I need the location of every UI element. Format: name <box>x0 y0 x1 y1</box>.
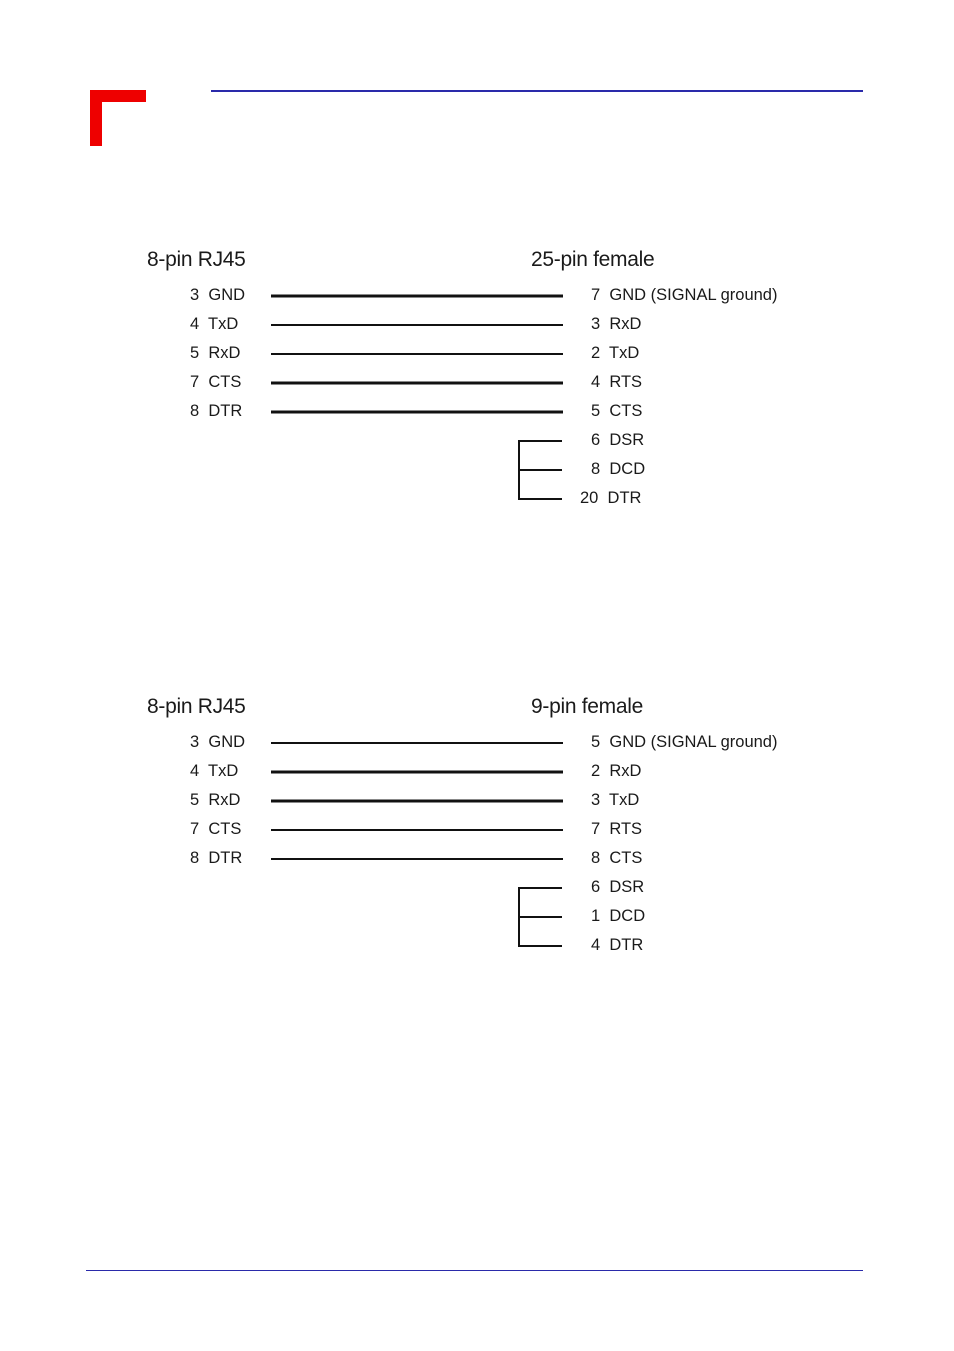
left-pin-number: 8 <box>190 849 200 867</box>
right-pin-number: 6 <box>591 431 601 449</box>
right-pin-number: 7 <box>591 820 601 838</box>
right-pin-number: 8 <box>591 460 601 478</box>
left-pin-signal: GND <box>199 286 246 304</box>
left-pin-number: 7 <box>190 373 200 391</box>
left-pin-signal: CTS <box>199 820 242 838</box>
right-pin-number: 3 <box>591 315 601 333</box>
right-pin-number: 2 <box>591 344 601 362</box>
right-pin-signal: DSR <box>600 878 645 896</box>
left-pin-number: 7 <box>190 820 200 838</box>
right-pin-signal: CTS <box>600 402 643 420</box>
wiring <box>0 248 954 538</box>
right-pin-signal: RxD <box>600 315 642 333</box>
rj45-to-9pin-diagram <box>0 695 954 985</box>
right-pin-signal: RxD <box>600 762 642 780</box>
right-pin-number: 4 <box>591 373 601 391</box>
right-pin-signal: DCD <box>600 460 646 478</box>
header-rule <box>211 90 863 92</box>
left-pin-signal: RxD <box>199 791 241 809</box>
right-pin-signal: TxD <box>600 791 640 809</box>
corner-mark-logo <box>90 90 146 146</box>
right-pin-signal: DTR <box>600 936 644 954</box>
right-pin-signal: DSR <box>600 431 645 449</box>
rj45-to-25pin-diagram <box>0 248 954 538</box>
left-pin-signal: DTR <box>199 402 243 420</box>
right-pin-signal: RTS <box>600 820 643 838</box>
right-pin-number: 3 <box>591 791 601 809</box>
footer-rule <box>86 1270 863 1271</box>
left-pin-signal: CTS <box>199 373 242 391</box>
left-pin-number: 5 <box>190 344 200 362</box>
right-pin-number: 2 <box>591 762 601 780</box>
right-connector-header: 9-pin female <box>531 695 643 718</box>
right-pin-signal: GND (SIGNAL ground) <box>600 733 778 751</box>
left-pin-signal: GND <box>199 733 246 751</box>
left-pin-signal: DTR <box>199 849 243 867</box>
left-pin-number: 4 <box>190 762 200 780</box>
right-pin-number: 4 <box>591 936 601 954</box>
right-pin-signal: DCD <box>600 907 646 925</box>
corner-mark-vertical <box>90 90 102 146</box>
right-pin-signal: DTR <box>598 489 642 507</box>
right-connector-header: 25-pin female <box>531 248 655 271</box>
left-pin-number: 5 <box>190 791 200 809</box>
wiring <box>0 695 954 985</box>
left-pin-number: 4 <box>190 315 200 333</box>
right-pin-number: 5 <box>591 402 601 420</box>
left-pin-signal: TxD <box>199 315 239 333</box>
right-pin-number: 6 <box>591 878 601 896</box>
right-pin-number: 8 <box>591 849 601 867</box>
right-pin-signal: RTS <box>600 373 643 391</box>
right-pin-number: 5 <box>591 733 601 751</box>
left-connector-header: 8-pin RJ45 <box>147 695 246 718</box>
left-pin-signal: RxD <box>199 344 241 362</box>
right-pin-signal: TxD <box>600 344 640 362</box>
left-pin-number: 3 <box>190 286 200 304</box>
left-connector-header: 8-pin RJ45 <box>147 248 246 271</box>
left-pin-signal: TxD <box>199 762 239 780</box>
right-pin-signal: GND (SIGNAL ground) <box>600 286 778 304</box>
right-pin-number: 7 <box>591 286 601 304</box>
left-pin-number: 3 <box>190 733 200 751</box>
right-pin-number: 1 <box>591 907 601 925</box>
right-pin-signal: CTS <box>600 849 643 867</box>
right-pin-number: 20 <box>580 489 599 507</box>
left-pin-number: 8 <box>190 402 200 420</box>
